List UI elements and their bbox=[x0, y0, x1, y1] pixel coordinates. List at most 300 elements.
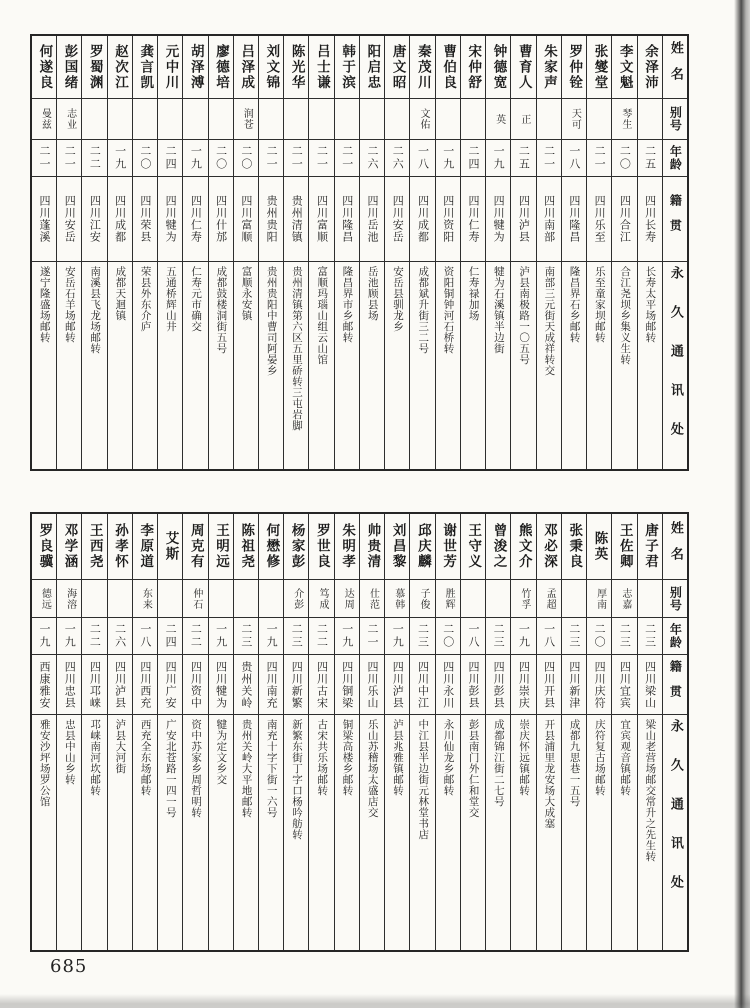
entry-column bbox=[258, 514, 283, 950]
origin-cell-text: 四川崇庆 bbox=[517, 660, 531, 709]
header-origin bbox=[663, 177, 687, 262]
address-cell bbox=[133, 715, 157, 950]
name-cell-text: 阳启忠 bbox=[364, 43, 381, 91]
header-alias-text: 别号 bbox=[668, 585, 683, 612]
origin-cell-text: 四川什邡 bbox=[214, 195, 228, 243]
origin-cell bbox=[209, 655, 233, 715]
address-cell bbox=[284, 262, 308, 469]
age-cell-text: 一九 bbox=[37, 623, 51, 649]
address-cell-text: 遂宁隆盛场邮转 bbox=[38, 266, 51, 343]
header-age bbox=[663, 140, 687, 177]
origin-cell bbox=[562, 177, 586, 262]
origin-cell bbox=[436, 655, 460, 715]
name-cell bbox=[32, 514, 56, 580]
address-cell-text: 资中苏家乡周哲明转 bbox=[190, 719, 203, 818]
name-cell bbox=[158, 36, 182, 99]
address-cell bbox=[562, 262, 586, 469]
origin-cell bbox=[385, 655, 409, 715]
age-cell bbox=[32, 618, 56, 655]
alias-cell-text: 达周 bbox=[342, 587, 354, 610]
directory-table-bottom bbox=[30, 512, 689, 952]
address-cell bbox=[587, 262, 611, 469]
address-cell-text: 泸县大河街 bbox=[114, 719, 127, 774]
name-cell-text: 周克有 bbox=[187, 523, 204, 570]
address-cell bbox=[587, 715, 611, 950]
origin-cell bbox=[461, 655, 485, 715]
address-cell bbox=[360, 715, 384, 950]
alias-cell bbox=[183, 99, 207, 140]
name-cell-text: 李文魁 bbox=[616, 43, 633, 91]
origin-cell bbox=[183, 655, 207, 715]
address-cell-text: 忠县中山乡转 bbox=[63, 719, 76, 785]
header-origin bbox=[663, 655, 687, 715]
origin-cell-text: 四川新繁 bbox=[290, 660, 304, 709]
entry-column bbox=[107, 514, 132, 950]
name-cell-text: 陈祖尧 bbox=[238, 523, 255, 570]
entry-column bbox=[208, 514, 233, 950]
age-cell-text: 一九 bbox=[340, 623, 354, 649]
origin-cell bbox=[335, 177, 359, 262]
origin-cell bbox=[133, 655, 157, 715]
age-cell bbox=[259, 618, 283, 655]
address-cell bbox=[612, 262, 636, 469]
address-cell-text: 成都锦江街二七号 bbox=[492, 719, 505, 807]
alias-cell bbox=[57, 580, 81, 618]
origin-cell-text: 四川邛崃 bbox=[88, 660, 102, 709]
age-cell-text: 一九 bbox=[63, 623, 77, 649]
scan-shadow-bottom bbox=[0, 994, 750, 1008]
age-cell-text: 二一 bbox=[593, 145, 607, 171]
origin-cell bbox=[638, 655, 662, 715]
name-cell-text: 朱明孝 bbox=[339, 523, 356, 570]
header-alias bbox=[663, 99, 687, 140]
entry-column bbox=[510, 514, 535, 950]
entry-column bbox=[132, 36, 157, 469]
address-cell bbox=[309, 715, 333, 950]
origin-cell bbox=[360, 177, 384, 262]
alias-cell bbox=[335, 99, 359, 140]
alias-cell bbox=[612, 99, 636, 140]
address-cell bbox=[133, 262, 157, 469]
address-cell bbox=[183, 715, 207, 950]
age-cell bbox=[612, 618, 636, 655]
origin-cell bbox=[234, 177, 258, 262]
age-cell bbox=[183, 618, 207, 655]
address-cell bbox=[385, 715, 409, 950]
name-cell-text: 吕士谦 bbox=[313, 43, 330, 91]
address-cell-text: 南溪县飞龙场邮转 bbox=[89, 266, 102, 354]
name-cell-text: 赵次江 bbox=[112, 43, 129, 91]
name-cell bbox=[410, 514, 434, 580]
alias-cell bbox=[158, 580, 182, 618]
address-cell-text: 泸县兆雅镇邮转 bbox=[391, 719, 404, 796]
age-cell bbox=[612, 140, 636, 177]
entry-column bbox=[485, 36, 510, 469]
name-cell bbox=[284, 36, 308, 99]
origin-cell bbox=[183, 177, 207, 262]
address-cell-text: 贵州清镇第六区五里硚转三屯岩脚 bbox=[291, 266, 304, 431]
name-cell bbox=[461, 514, 485, 580]
alias-cell bbox=[234, 99, 258, 140]
name-cell-text: 吕泽成 bbox=[238, 43, 255, 91]
age-cell bbox=[436, 618, 460, 655]
address-cell-text: 中江县半边街元林堂书店 bbox=[417, 719, 430, 840]
name-cell-text: 邓学涵 bbox=[61, 523, 78, 570]
age-cell-text: 二一 bbox=[290, 145, 304, 171]
entry-column bbox=[283, 514, 308, 950]
age-cell-text: 二六 bbox=[391, 145, 405, 171]
address-cell-text: 南充十字下街一六号 bbox=[265, 719, 278, 818]
entry-column bbox=[637, 36, 662, 469]
origin-cell-text: 四川蓬溪 bbox=[37, 195, 51, 243]
age-cell bbox=[461, 618, 485, 655]
entry-column bbox=[384, 514, 409, 950]
age-cell bbox=[32, 140, 56, 177]
origin-cell bbox=[309, 177, 333, 262]
address-cell-text: 广安北苍路一四一号 bbox=[164, 719, 177, 818]
entry-column bbox=[510, 36, 535, 469]
header-origin-text: 籍贯 bbox=[668, 659, 683, 710]
address-cell-text: 彭县南门外仁和堂交 bbox=[467, 719, 480, 818]
name-cell bbox=[385, 514, 409, 580]
header-address bbox=[663, 715, 687, 950]
origin-cell-text: 四川铜梁 bbox=[340, 660, 354, 709]
name-cell-text: 罗蜀渊 bbox=[86, 43, 103, 91]
header-address-text: 永久通讯处 bbox=[667, 266, 683, 461]
name-cell-text: 唐文昭 bbox=[389, 43, 406, 91]
name-cell-text: 何遂良 bbox=[36, 43, 53, 91]
age-cell bbox=[183, 140, 207, 177]
origin-cell bbox=[562, 655, 586, 715]
origin-cell-text: 四川成都 bbox=[113, 195, 127, 243]
age-cell bbox=[511, 618, 535, 655]
name-cell bbox=[335, 514, 359, 580]
age-cell bbox=[562, 618, 586, 655]
age-cell bbox=[360, 618, 384, 655]
address-cell-text: 富顺永安镇 bbox=[240, 266, 253, 321]
name-cell bbox=[587, 36, 611, 99]
age-cell-text: 二二 bbox=[88, 145, 102, 171]
address-cell bbox=[57, 715, 81, 950]
origin-cell-text: 四川彭县 bbox=[492, 660, 506, 709]
alias-cell bbox=[108, 99, 132, 140]
address-cell-text: 崇庆怀远镇邮转 bbox=[518, 719, 531, 796]
alias-cell bbox=[486, 99, 510, 140]
name-cell bbox=[183, 514, 207, 580]
origin-cell-text: 四川合江 bbox=[618, 195, 632, 243]
name-cell bbox=[486, 36, 510, 99]
age-cell bbox=[133, 618, 157, 655]
header-address-text: 永久通讯处 bbox=[667, 719, 683, 914]
origin-cell bbox=[57, 177, 81, 262]
alias-cell bbox=[638, 99, 662, 140]
alias-cell-text: 德远 bbox=[39, 587, 51, 610]
alias-cell bbox=[587, 580, 611, 618]
name-cell bbox=[57, 36, 81, 99]
address-cell bbox=[234, 262, 258, 469]
alias-cell bbox=[436, 580, 460, 618]
age-cell bbox=[309, 140, 333, 177]
alias-cell bbox=[385, 99, 409, 140]
address-cell-text: 乐山苏稽场太盛店交 bbox=[366, 719, 379, 818]
name-cell bbox=[133, 36, 157, 99]
name-cell bbox=[108, 514, 132, 580]
address-cell-text: 庆符复古场邮转 bbox=[593, 719, 606, 796]
address-cell-text: 岳池顾县场 bbox=[366, 266, 379, 321]
address-cell bbox=[82, 715, 106, 950]
alias-cell-text: 文佑 bbox=[417, 108, 429, 130]
name-cell bbox=[309, 36, 333, 99]
header-column bbox=[662, 36, 687, 469]
age-cell bbox=[335, 618, 359, 655]
alias-cell bbox=[537, 580, 561, 618]
alias-cell bbox=[612, 580, 636, 618]
age-cell-text: 二〇 bbox=[138, 145, 152, 171]
alias-cell-text: 志业 bbox=[64, 108, 76, 130]
origin-cell bbox=[587, 655, 611, 715]
alias-cell bbox=[385, 580, 409, 618]
entry-column bbox=[308, 514, 333, 950]
address-cell bbox=[284, 715, 308, 950]
age-cell-text: 二一 bbox=[542, 145, 556, 171]
name-cell-text: 朱家声 bbox=[541, 43, 557, 91]
name-cell bbox=[385, 36, 409, 99]
age-cell bbox=[537, 618, 561, 655]
origin-cell-text: 四川长寿 bbox=[643, 195, 657, 243]
name-cell-text: 陈英 bbox=[591, 531, 608, 562]
name-cell-text: 陈光华 bbox=[288, 43, 305, 91]
age-cell bbox=[57, 140, 81, 177]
origin-cell bbox=[486, 177, 510, 262]
address-cell-text: 富顺玛瑙山组云山馆 bbox=[316, 266, 329, 365]
address-cell bbox=[108, 715, 132, 950]
age-cell-text: 二〇 bbox=[593, 623, 607, 649]
entry-column bbox=[485, 514, 510, 950]
age-cell-text: 一八 bbox=[138, 623, 152, 649]
age-cell bbox=[638, 140, 662, 177]
alias-cell bbox=[158, 99, 182, 140]
age-cell-text: 二三 bbox=[290, 623, 304, 649]
origin-cell-text: 四川彭县 bbox=[466, 660, 480, 709]
age-cell-text: 二二 bbox=[88, 623, 102, 649]
origin-cell bbox=[259, 655, 283, 715]
header-name-text: 姓名 bbox=[667, 41, 683, 93]
alias-cell-text: 曼兹 bbox=[39, 108, 51, 130]
address-cell bbox=[335, 262, 359, 469]
origin-cell bbox=[133, 177, 157, 262]
entry-column bbox=[208, 36, 233, 469]
age-cell-text: 二三 bbox=[492, 623, 506, 649]
name-cell-text: 钟德宽 bbox=[490, 43, 507, 91]
name-cell-text: 唐子君 bbox=[641, 523, 658, 570]
header-name bbox=[663, 514, 687, 580]
address-cell-text: 隆昌界石乡邮转 bbox=[568, 266, 581, 343]
age-cell-text: 二二 bbox=[189, 623, 203, 649]
origin-cell-text: 四川中江 bbox=[416, 660, 430, 709]
age-cell bbox=[385, 140, 409, 177]
name-cell bbox=[259, 36, 283, 99]
entry-column bbox=[611, 36, 636, 469]
entry-column bbox=[334, 36, 359, 469]
name-cell bbox=[133, 514, 157, 580]
address-cell-text: 仁寿元市确交 bbox=[190, 266, 203, 332]
entry-column bbox=[283, 36, 308, 469]
alias-cell bbox=[32, 99, 56, 140]
origin-cell bbox=[486, 655, 510, 715]
age-cell-text: 二三 bbox=[618, 623, 632, 649]
age-cell-text: 二六 bbox=[113, 623, 127, 649]
name-cell bbox=[360, 36, 384, 99]
origin-cell bbox=[57, 655, 81, 715]
entry-column bbox=[32, 514, 56, 950]
age-cell-text: 二三 bbox=[643, 623, 657, 649]
alias-cell bbox=[133, 99, 157, 140]
age-cell-text: 二一 bbox=[340, 145, 354, 171]
name-cell bbox=[234, 514, 258, 580]
name-cell bbox=[82, 514, 106, 580]
alias-cell bbox=[410, 99, 434, 140]
age-cell-text: 二二 bbox=[315, 623, 329, 649]
origin-cell bbox=[612, 655, 636, 715]
name-cell bbox=[638, 36, 662, 99]
age-cell-text: 一九 bbox=[214, 623, 228, 649]
age-cell-text: 二四 bbox=[466, 145, 480, 171]
origin-cell-text: 四川泸县 bbox=[391, 660, 405, 709]
age-cell bbox=[209, 140, 233, 177]
address-cell-text: 新繁东街丁字口杨吟舫转 bbox=[291, 719, 304, 840]
alias-cell bbox=[284, 99, 308, 140]
origin-cell-text: 四川泸县 bbox=[517, 195, 531, 243]
alias-cell-text: 仲石 bbox=[190, 587, 202, 610]
age-cell-text: 二三 bbox=[239, 623, 253, 649]
entry-column bbox=[157, 36, 182, 469]
name-cell-text: 熊文介 bbox=[515, 523, 532, 570]
address-cell bbox=[410, 262, 434, 469]
address-cell-text: 长寿太平场邮转 bbox=[644, 266, 657, 343]
origin-cell-text: 四川荣县 bbox=[138, 195, 152, 243]
age-cell-text: 二五 bbox=[517, 145, 531, 171]
header-name bbox=[663, 36, 687, 99]
age-cell-text: 二一 bbox=[63, 145, 77, 171]
origin-cell-text: 四川安岳 bbox=[63, 195, 77, 243]
address-cell-text: 南部三元街天成祥转交 bbox=[543, 266, 556, 376]
origin-cell bbox=[335, 655, 359, 715]
origin-cell-text: 四川资中 bbox=[189, 660, 203, 709]
origin-cell bbox=[537, 655, 561, 715]
origin-cell bbox=[284, 177, 308, 262]
origin-cell-text: 贵州贵阳 bbox=[265, 195, 279, 243]
address-cell bbox=[158, 262, 182, 469]
entry-column bbox=[233, 36, 258, 469]
origin-cell bbox=[259, 177, 283, 262]
address-cell bbox=[259, 715, 283, 950]
address-cell bbox=[486, 715, 510, 950]
address-cell bbox=[309, 262, 333, 469]
entry-column bbox=[460, 514, 485, 950]
address-cell-text: 荣县外东介庐 bbox=[139, 266, 152, 332]
origin-cell-text: 四川西充 bbox=[138, 660, 152, 709]
alias-cell bbox=[360, 580, 384, 618]
address-cell-text: 西充全东场邮转 bbox=[139, 719, 152, 796]
age-cell bbox=[108, 140, 132, 177]
alias-cell-text: 胜辉 bbox=[443, 587, 455, 610]
address-cell-text: 安岳石羊场邮转 bbox=[63, 266, 76, 343]
entry-column bbox=[81, 514, 106, 950]
age-cell bbox=[436, 140, 460, 177]
name-cell bbox=[461, 36, 485, 99]
name-cell bbox=[108, 36, 132, 99]
address-cell-text: 合江尧坝乡集义生转 bbox=[619, 266, 632, 365]
origin-cell bbox=[511, 655, 535, 715]
address-cell-text: 成都鼓楼洞街五号 bbox=[215, 266, 228, 354]
address-cell bbox=[108, 262, 132, 469]
origin-cell-text: 四川泸县 bbox=[113, 660, 127, 709]
alias-cell-text: 琴生 bbox=[619, 108, 631, 130]
address-cell bbox=[537, 262, 561, 469]
name-cell bbox=[612, 514, 636, 580]
alias-cell-text: 英 bbox=[493, 113, 505, 125]
origin-cell-text: 四川宜宾 bbox=[618, 660, 632, 709]
origin-cell-text: 四川开县 bbox=[542, 660, 556, 709]
age-cell bbox=[461, 140, 485, 177]
age-cell-text: 二〇 bbox=[618, 145, 632, 171]
name-cell bbox=[234, 36, 258, 99]
name-cell bbox=[436, 36, 460, 99]
age-cell bbox=[486, 618, 510, 655]
age-cell bbox=[158, 140, 182, 177]
alias-cell-text: 笃成 bbox=[317, 587, 328, 610]
name-cell-text: 余泽沛 bbox=[641, 43, 658, 91]
address-cell bbox=[638, 715, 662, 950]
name-cell bbox=[511, 36, 535, 99]
alias-cell bbox=[309, 99, 333, 140]
address-cell bbox=[209, 262, 233, 469]
entry-column bbox=[334, 514, 359, 950]
age-cell bbox=[234, 618, 258, 655]
origin-cell-text: 四川古宋 bbox=[315, 660, 329, 709]
entry-column bbox=[182, 514, 207, 950]
address-cell bbox=[385, 262, 409, 469]
name-cell-text: 王明远 bbox=[212, 523, 229, 570]
age-cell bbox=[385, 618, 409, 655]
alias-cell bbox=[57, 99, 81, 140]
origin-cell-text: 四川富顺 bbox=[315, 195, 329, 243]
name-cell-text: 杨家彭 bbox=[288, 523, 305, 570]
name-cell bbox=[511, 514, 535, 580]
scan-shadow-right bbox=[734, 0, 750, 1008]
header-origin-text: 籍贯 bbox=[668, 194, 683, 244]
origin-cell bbox=[587, 177, 611, 262]
entry-column bbox=[611, 514, 636, 950]
alias-cell-text: 润苍 bbox=[241, 108, 253, 130]
entry-column bbox=[409, 514, 434, 950]
address-cell-text: 安岳县驯龙乡 bbox=[391, 266, 404, 332]
name-cell bbox=[537, 514, 561, 580]
alias-cell bbox=[284, 580, 308, 618]
name-cell-text: 罗仲铨 bbox=[566, 43, 583, 91]
name-cell bbox=[209, 36, 233, 99]
header-age-text: 年龄 bbox=[668, 623, 683, 649]
header-age bbox=[663, 618, 687, 655]
age-cell bbox=[410, 618, 434, 655]
alias-cell bbox=[108, 580, 132, 618]
origin-cell-text: 西康雅安 bbox=[37, 660, 51, 709]
age-cell-text: 二一 bbox=[315, 145, 329, 171]
alias-cell bbox=[360, 99, 384, 140]
header-alias-text: 别号 bbox=[668, 106, 683, 132]
alias-cell bbox=[183, 580, 207, 618]
age-cell bbox=[209, 618, 233, 655]
